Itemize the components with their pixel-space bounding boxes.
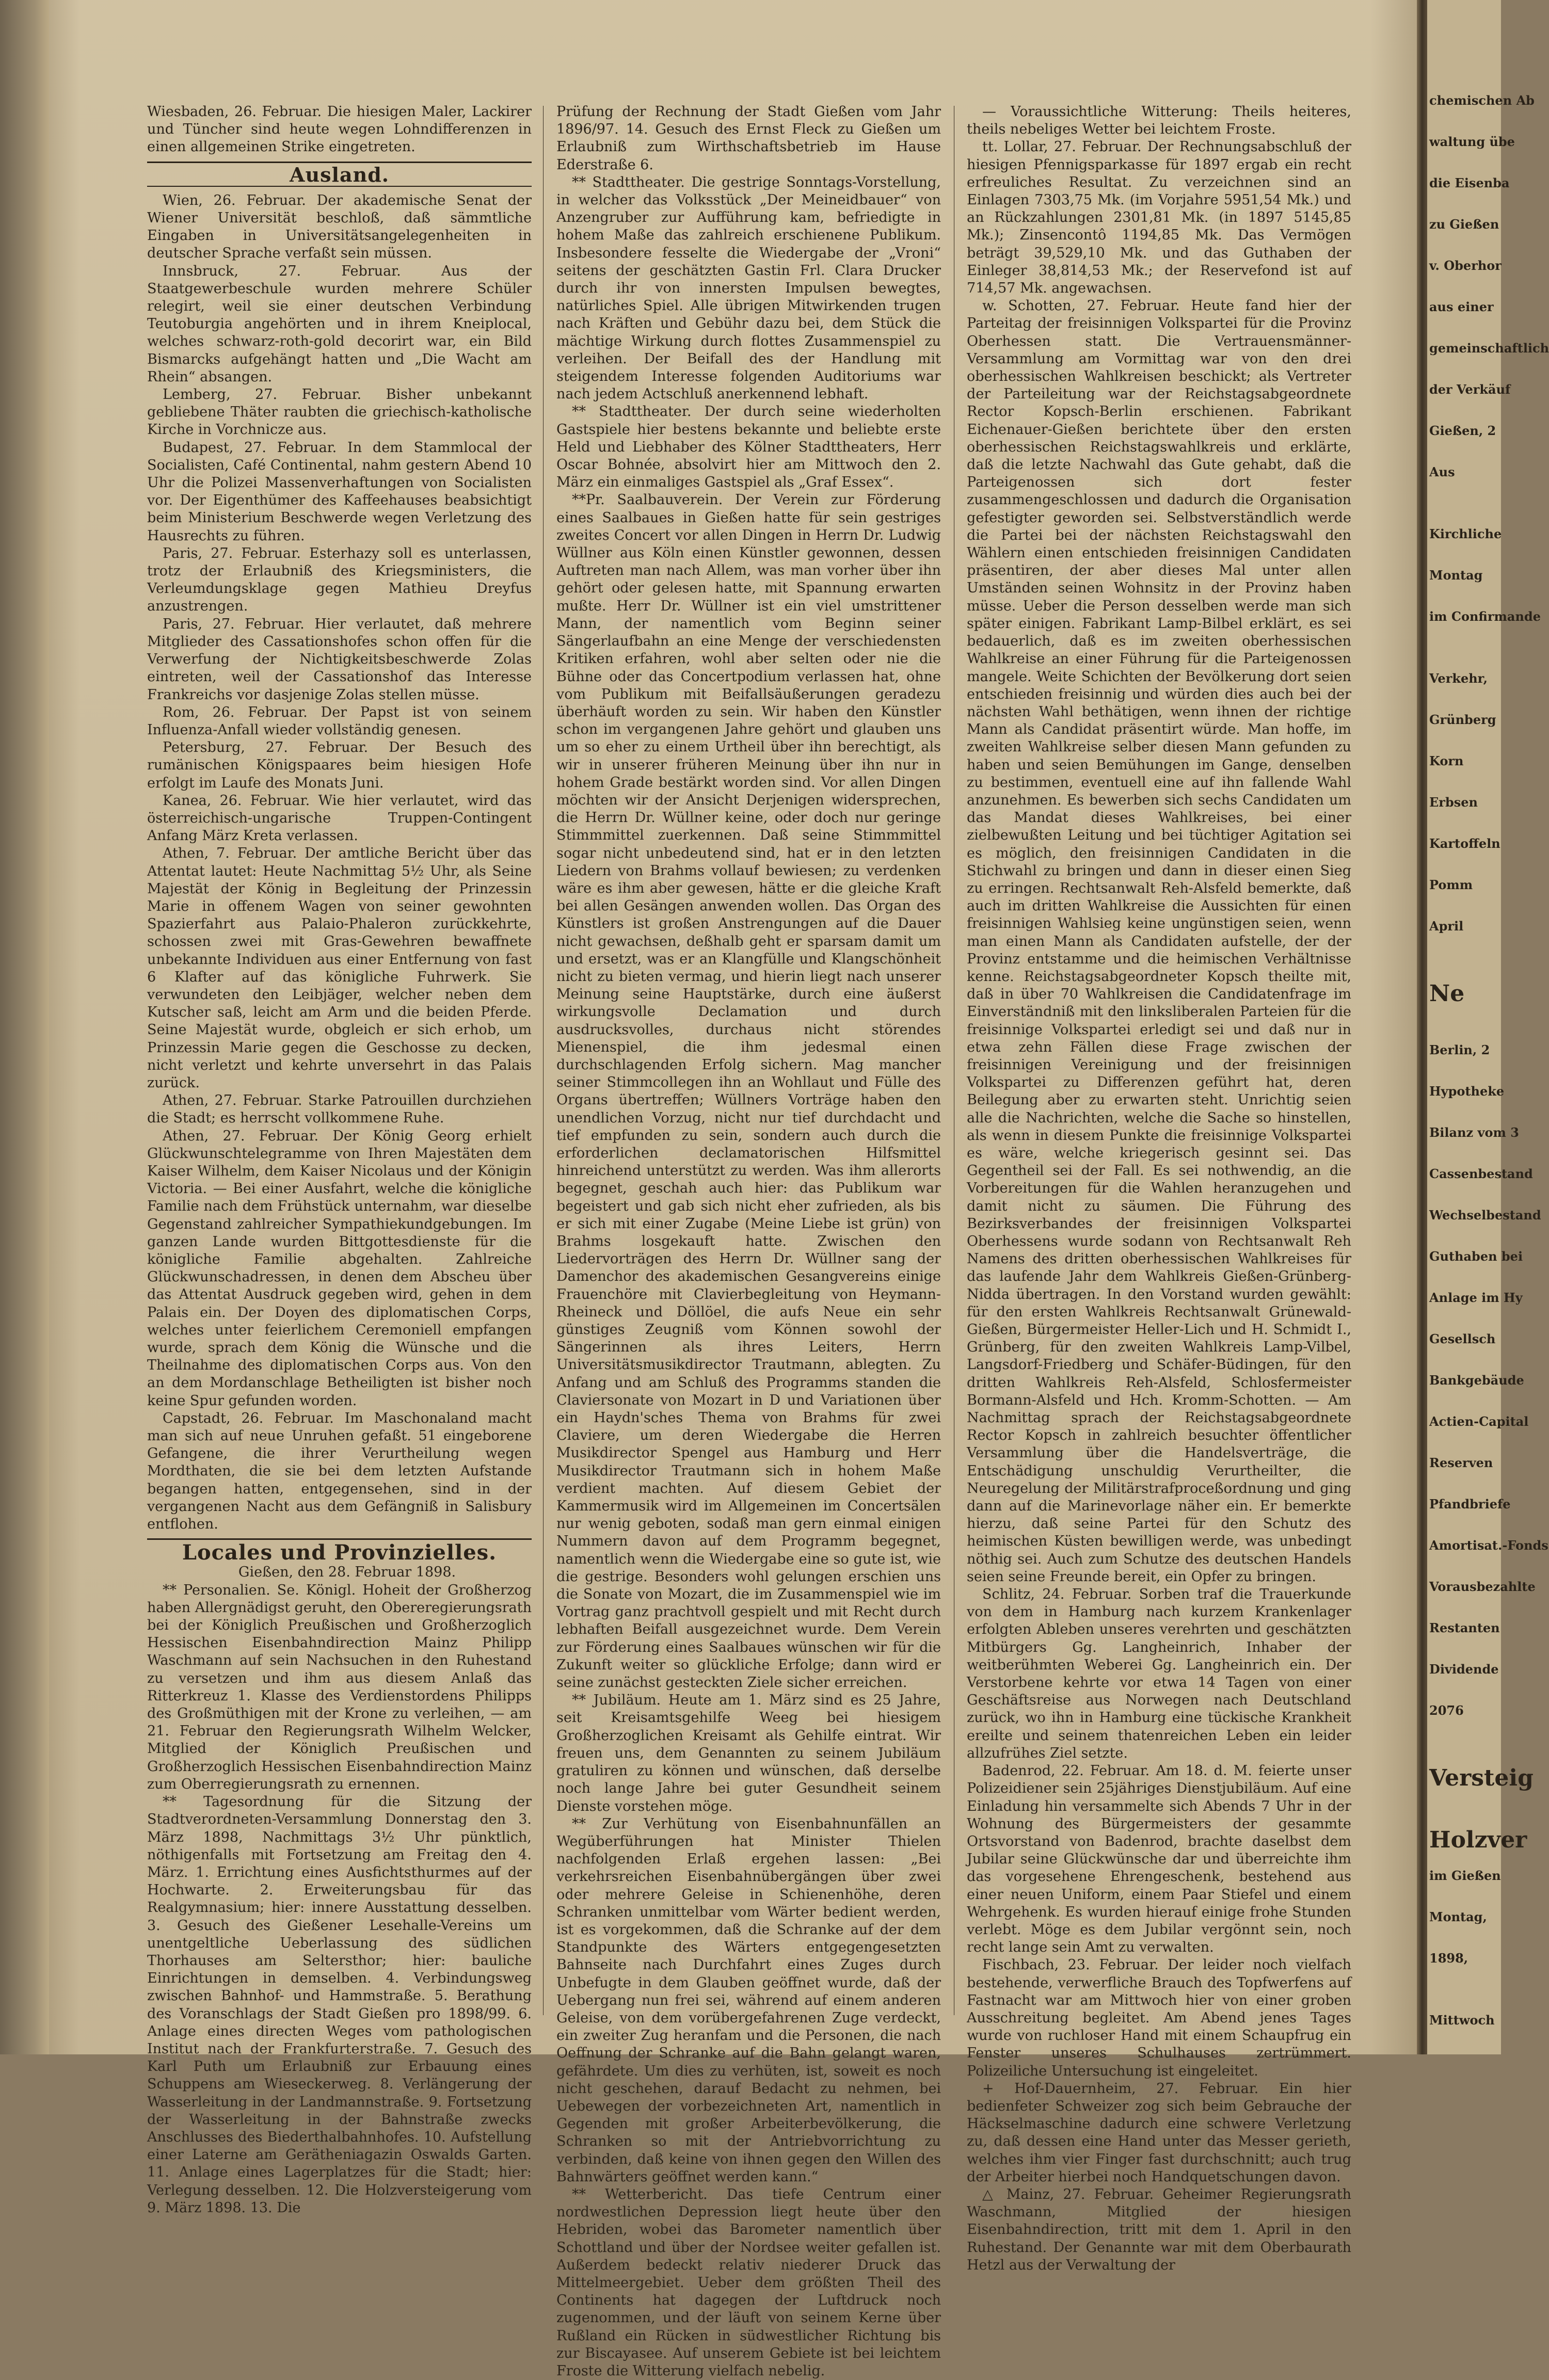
news-item: Athen, 27. Februar. Starke Patrouillen durchziehen die Stadt; es herrscht vollkommene Ruhe. [147,1092,532,1127]
column-rule [543,106,544,2015]
adjacent-page-line: Aus [1429,464,1455,479]
adjacent-page-line: im Gießen [1429,1868,1501,1883]
adjacent-page-line: Holzver [1429,1827,1527,1853]
adjacent-page-line: Korn [1429,753,1464,768]
adjacent-page-line: Dividende [1429,1662,1499,1677]
news-item: Budapest, 27. Februar. In dem Stammlocal der Socialisten, Café Continental, nahm gestern Abend 10 Uhr die Polizei Massenverhaftungen von Socialisten vor. Der Eigenthümer des Kaffeehauses beabsichtigt beim Ministerium Beschwerde wegen Verletzung des Hausrechts zu führen. [147,439,532,544]
news-item: Petersburg, 27. Februar. Der Besuch des rumänischen Königspaares beim hiesigen Hofe erfolgt im Laufe des Monats Juni. [147,739,532,791]
adjacent-page-line: zu Gießen [1429,217,1499,232]
adjacent-page-line: Anlage im Hy [1429,1290,1523,1305]
news-item: Wien, 26. Februar. Der akademische Senat der Wiener Universität beschloß, daß sämmtliche Eingaben in Universitätsangelegenheiten in deutscher Sprache verfaßt sein müssen. [147,192,532,262]
news-item: ** Jubiläum. Heute am 1. März sind es 25 Jahre, seit Kreisamtsgehilfe Weeg bei hiesigem Großherzoglichen Kreisamt als Gehilfe eintrat. Wir freuen uns, dem Genannten zu seinem Jubiläum gratuliren zu können und wünschen, daß derselbe noch lange Jahre bei guter Gesundheit seinem Dienste vorstehen möge. [556,1692,941,1814]
adjacent-page-line: Verkehr, [1429,671,1488,686]
adjacent-page-line: der Verkäuf [1429,382,1511,397]
adjacent-page-line: Erbsen [1429,795,1478,810]
adjacent-page-line: Cassenbestand [1429,1166,1533,1181]
adjacent-page-line: Gießen, 2 [1429,423,1496,438]
adjacent-page-fragment [1427,0,1549,2054]
news-item: + Hof-Dauernheim, 27. Februar. Ein hier bedienfeter Schweizer zog sich beim Gebrauche der Häckselmaschine dadurch eine schwere Verletzung zu, daß dessen eine Hand unter das Messer gerieth, welches ihm vier Finger fast durchschnitt; auch trug der Arbeiter hierbei noch Handquetschungen davon. [967,2080,1351,2185]
news-item: ** Personalien. Se. Königl. Hoheit der Großherzog haben Allergnädigst geruht, den Obereregierungsrath bei der Königlich Preußischen und Großherzoglich Hessischen Eisenbahndirection Mainz Philipp Waschmann auf sein Nachsuchen in den Ruhestand zu versetzen und ihm aus diesem Anlaß das Ritterkreuz 1. Klasse des Verdienstordens Philipps des Großmüthigen mit der Krone zu verleihen, — am 21. Februar den Regierungsrath Wilhelm Welcker, Mitglied der Königlich Preußischen und Großherzoglich Hessischen Eisenbahndirection Mainz zum Oberregierungsrath zu ernennen. [147,1582,532,1792]
news-item: △ Mainz, 27. Februar. Geheimer Regierungsrath Waschmann, Mitglied der hiesigen Eisenbahndirection, tritt mit dem 1. April in den Ruhestand. Der Genannte war mit dem Oberbaurath Hetzl aus der Verwaltung der [967,2186,1351,2273]
news-item: ** Stadttheater. Die gestrige Sonntags-Vorstellung, in welcher das Volksstück „Der Meineidbauer“ von Anzengruber zur Aufführung kam, befriedigte in hohem Maße das zahlreich erschienene Publikum. Insbesondere fesselte die Wiedergabe der „Vroni“ seitens der geschätzten Gastin Frl. Clara Drucker durch ihr von innersten Impulsen bewegtes, natürliches Spiel. Alle übrigen Mitwirkenden trugen nach Kräften und Gebühr dazu bei, dem Stück die mächtige Wirkung durch flottes Zusammenspiel zu verleihen. Der Beifall des der Handlung mit steigendem Interesse folgenden Auditoriums war nach jedem Actschluß anerkennend lebhaft. [556,174,941,403]
news-item: Athen, 7. Februar. Der amtliche Bericht über das Attentat lautet: Heute Nachmittag 5½ Uhr, als Seine Majestät der König in Begleitung der Prinzessin Marie in offenem Wagen von seiner gewohnten Spazierfahrt aus Palaio-Phaleron zurückkehrte, schossen zwei mit Gras-Gewehren bewaffnete unbekannte Individuen aus einer Entfernung von fast 6 Klafter auf das königliche Fuhrwerk. Sie verwundeten den Leibjäger, welcher neben dem Kutscher saß, leicht am Arm und die beiden Pferde. Seine Majestät wurde, obgleich er sich erhob, um Prinzessin Marie gegen die Geschosse zu decken, nicht verletzt und kehrte unversehrt in das Palais zurück. [147,845,532,1091]
dateline: Gießen, den 28. Februar 1898. [238,1564,456,1581]
news-item: Paris, 27. Februar. Esterhazy soll es unterlassen, trotz der Erlaubniß des Kriegsministers, die Verleumdungsklage gegen Mathieu Dreyfus anzustrengen. [147,545,532,615]
adjacent-page-line: Bankgebäude [1429,1373,1524,1388]
adjacent-page-line: Montag [1429,568,1483,583]
page-left-edge [0,0,49,2054]
adjacent-page-line: Vorausbezahlte [1429,1579,1536,1594]
adjacent-page-line: im Confirmande [1429,609,1541,624]
news-item: ** Zur Verhütung von Eisenbahnunfällen an Wegüberführungen hat Minister Thielen nachfolgenden Erlaß ergehen lassen: „Bei verkehrsreichen Eisenbahnübergängen über zwei oder mehrere Geleise in Schienenhöhe, deren Schranken unmittelbar vom Wärter bedient werden, ist es vorgekommen, daß die Schranke auf der dem Standpunkte des Wärters entgegengesetzten Bahnseite nach Durchfahrt eines Zuges durch Unbefugte in dem Glauben geöffnet wurde, daß der Uebergang nun frei sei, während auf einem anderen Geleise, von dem vorübergefahrenen Zuge verdeckt, ein zweiter Zug heranfam und die Personen, die nach Oeffnung der Schranke auf die Bahn gelangt waren, gefährdete. Um dies zu verhüten, ist, soweit es noch nicht geschehen, darauf Bedacht zu nehmen, bei Uebewegen der vorbezeichneten Art, namentlich in Gegenden mit großer Arbeiterbevölkerung, die Schranken so mit der Antriebvorrichtung zu verbinden, daß keine von ihnen gegen den Willen des Bahnwärters geöffnet werden kann.“ [556,1815,941,2185]
adjacent-page-line: Guthaben bei [1429,1249,1523,1264]
adjacent-page-line: 2076 [1429,1703,1464,1718]
news-item: Innsbruck, 27. Februar. Aus der Staatgewerbeschule wurden mehrere Schüler relegirt, weil sie einer deutschen Verbindung Teutoburgia angehörten und in ihrem Kneiplocal, welches schwarz-roth-gold decorirt war, ein Bild Bismarcks aufgehängt hatten und „Die Wacht am Rhein“ absangen. [147,263,532,385]
column-3 [967,103,1351,2273]
news-item: **Pr. Saalbauverein. Der Verein zur Förderung eines Saalbaues in Gießen hatte für sein gestriges zweites Concert vor allen Dingen in Herrn Dr. Ludwig Wüllner aus Köln einen Künstler gewonnen, dessen Auftreten man nach Allem, was man vorher über ihn gehört oder gelesen hatte, mit Spannung erwarten mußte. Herr Dr. Wüllner ist ein viel umstrittener Mann, der namentlich vom Beginn seiner Sängerlaufbahn an eine Menge der verschiedensten Kritiken erfahren, wohl aber selten oder nie die Bühne oder das Concertpodium verlassen hat, ohne vom Publikum mit Beifallsäußerungen geradezu überhäuft worden zu sein. Wir haben den Künstler schon im vergangenen Jahre gehört und glauben uns um so eher zu einem Urtheil über ihn berechtigt, als wir in unserer früheren Meinung über ihn nur in hohem Grade bestärkt worden sind. Vor allen Dingen möchten wir der Ansicht Derjenigen widersprechen, die Herrn Dr. Wüllner keine, oder doch nur geringe Stimmmittel zuerkennen. Daß seine Stimmmittel sogar nicht unbedeutend sind, hat er in den letzten Liedern von Brahms vollauf bewiesen; zu verdenken wäre es ihm aber gewesen, hätte er die gleiche Kraft bei allen Gesängen anwenden wollen. Das Organ des Künstlers ist großen Anstrengungen auf die Dauer nicht gewachsen, deßhalb geht er sparsam damit um und ersetzt, was er an Klangfülle und Klangschönheit nicht zu bieten vermag, und hierin liegt nach unserer Meinung seine Hauptstärke, durch eine äußerst wirkungsvolle Declamation und durch ausdrucksvolles, durchaus nicht störendes Mienenspiel, die ihm jedesmal einen durchschlagenden Erfolg sichern. Mag mancher seiner Stimmcollegen ihn an Wohllaut und Fülle des Organs übertreffen; Wüllners Vorträge haben den unendlichen Vorzug, nicht nur tief durchdacht und tief empfunden zu sein, sondern auch durch die erforderlichen declamatorischen Hilfsmittel hinreichend unterstützt zu werden. Was ihm allerorts begegnet, geschah auch hier: das Publikum war begeistert und gab sich nicht eher zufrieden, als bis er sich mit einer Zugabe (Meine Liebe ist grün) von Brahms losgekauft hatte. Zwischen den Liedervorträgen des Herrn Dr. Wüllner sang der Damenchor des akademischen Gesangvereins einige Frauenchöre mit Clavierbegleitung von Heymann-Rheineck und Döllöel, die aufs Neue ein sehr günstiges Zeugniß vom Können sowohl der Sängerinnen als ihres Leiters, Herrn Universitätsmusikdirector Trautmann, ablegten. Zu Anfang und am Schluß des Programms standen die Claviersonate von Mozart in D und Variationen über ein Haydn'sches Thema von Brahms für zwei Claviere, um deren Wiedergabe die Herren Musikdirector Spengel aus Hamburg und Herr Musikdirector Trautmann sich in hohem Maße verdient machten. Auf diesem Gebiet der Kammermusik wird im Allgemeinen im Concertsälen nur wenig geboten, sodaß man gern einmal einigen Nummern davon auf dem Programm begegnet, namentlich wenn die Wiedergabe eine so gute ist, wie die gestrige. Besonders wohl gelungen erschien uns die Sonate von Mozart, die im Zusammenspiel wie im Vortrag ganz prachtvoll gespielt und mit Recht durch lebhaften Beifall ausgezeichnet wurde. Dem Verein zur Förderung eines Saalbaues wünschen wir für die Zukunft weiter so glückliche Erfolge; dann wird er seine zunächst gesteckten Ziele sicher erreichen. [556,492,941,1691]
adjacent-page-line: gemeinschaftlich [1429,341,1549,356]
adjacent-page-line: April [1429,919,1464,934]
news-item: Athen, 27. Februar. Der König Georg erhielt Glückwunschtelegramme von Ihren Majestäten dem Kaiser Wilhelm, dem Kaiser Nicolaus und der Königin Victoria. — Bei einer Ausfahrt, welche die königliche Familie nach dem Frühstück unternahm, war dieselbe Gegenstand zahlreicher Sympathiekundgebungen. Im ganzen Lande wurden Bittgottesdienste für die königliche Familie abgehalten. Zahlreiche Glückwunschadressen, in denen dem Abscheu über das Attentat Ausdruck gegeben wird, gehen in dem Palais ein. Der Doyen des diplomatischen Corps, welches unter feierlichem Ceremoniell empfangen wurde, sprach dem König die Wünsche und die Theilnahme des diplomatischen Corps aus. Von den an dem Mordanschlage Betheiligten ist bisher noch keine Spur gefunden worden. [147,1128,532,1409]
adjacent-page-line: Grünberg [1429,712,1496,727]
adjacent-page-line: Wechselbestand [1429,1208,1541,1223]
adjacent-page-line: Pomm [1429,877,1473,892]
adjacent-page-line: Reserven [1429,1455,1493,1470]
news-item: Prüfung der Rechnung der Stadt Gießen vom Jahr 1896/97. 14. Gesuch des Ernst Fleck zu Gießen um Erlaubniß zum Wirthschaftsbetrieb im Hause Ederstraße 6. [556,104,941,173]
news-item: Schlitz, 24. Februar. Sorben traf die Trauerkunde von dem in Hamburg nach kurzem Krankenlager erfolgten Ableben unseres verehrten und geschätzten Mitbürgers Gg. Langheinrich, Inhaber der weitberühmten Weberei Gg. Langheinrich ein. Der Verstorbene kehrte vor etwa 14 Tagen von einer Geschäftsreise aus Norwegen nach Deutschland zurück, wo ihn in Hamburg eine tückische Krankheit ereilte und seinem thatenreichen Leben ein leider allzufrühes Ziel setzte. [967,1586,1351,1761]
news-item: Lemberg, 27. Februar. Bisher unbekannt gebliebene Thäter raubten die griechisch-katholische Kirche in Vorchnicze aus. [147,387,532,438]
adjacent-page-line: Versteig [1429,1765,1534,1791]
adjacent-page-line: aus einer [1429,299,1494,314]
adjacent-page-line: waltung übe [1429,134,1515,149]
adjacent-page-line: Actien-Capital [1429,1414,1529,1429]
adjacent-page-line: die Eisenba [1429,175,1510,190]
news-item: ** Wetterbericht. Das tiefe Centrum einer nordwestlichen Depression liegt heute über den Hebriden, wobei das Barometer namentlich über Schottland und über der Nordsee weiter gefallen ist. Außerdem bedeckt relativ niederer Druck das Mittelmeergebiet. Ueber dem größten Theil des Continents hat dagegen der Luftdruck noch zugenommen, und der läuft von seinem Kerne über Rußland ein Rücken in südwestlicher Richtung bis zur Biscayasee. Auf unserem Gebiete ist bei leichtem Froste die Witterung vielfach nebelig. [556,2186,941,2379]
section-header-locales: Locales und Provinzielles. [147,1538,532,1562]
column-2 [556,103,941,2379]
adjacent-page-line: v. Oberhor [1429,258,1502,273]
adjacent-page-line: Gesellsch [1429,1331,1496,1346]
adjacent-page-line: Bilanz vom 3 [1429,1125,1519,1140]
news-item: w. Schotten, 27. Februar. Heute fand hier der Parteitag der freisinnigen Volkspartei für die Provinz Oberhessen statt. Die Vertrauensmänner-Versammlung am Vormittag war von den drei oberhessischen Wahlkreisen beschickt; als Vertreter der Parteileitung war der Reichstagsabgeordnete Rector Kopsch-Berlin erschienen. Fabrikant Eichenauer-Gießen berichtete über den ersten oberhessischen Reichstagswahlkreis und erklärte, daß die letzte Nachwahl das Gute gehabt, daß die Parteigenossen sich dort fester zusammengeschlossen und dadurch die Organisation gefestigter geworden sei. Selbstverständlich werde die Partei bei der nächsten Reichstagswahl den Wählern einen entschieden freisinnigen Candidaten präsentiren, der aber dieses Mal unter allen Umständen seinen Wohnsitz in der Provinz haben müsse. Ueber die Person desselben werde man sich später einigen. Fabrikant Lamp-Bilbel erklärt, es sei bedauerlich, daß es im zweiten oberhessischen Wahlkreise an einer Führung für die Parteigenossen mangele. Weite Schichten der Bevölkerung dort seien entschieden freisinnig und würden dies auch bei der nächsten Wahl bethätigen, wenn ihnen der richtige Mann als Candidat präsentirt würde. Man hoffe, im zweiten Wahlkreise selber diesen Mann gefunden zu haben und seien Bemühungen im Gange, denselben zu bestimmen, eventuell eine auf ihn fallende Wahl anzunehmen. Es bewerben sich sechs Candidaten um das Mandat dieses Wahlkreises, bei einer zielbewußten Leitung und bei tüchtiger Agitation sei es möglich, den freisinnigen Candidaten in die Stichwahl zu bringen und dann in dieser einen Sieg zu erringen. Rechtsanwalt Reh-Alsfeld bemerkte, daß auch im dritten Wahlkreise die Aussichten für einen freisinnigen Wahlsieg keine ungünstigen seien, wenn man einen Mann als Candidaten aufstelle, der der Provinz entstamme und die heimischen Verhältnisse kenne. Reichstagsabgeordneter Kopsch theilte mit, daß in über 70 Wahlkreisen die Candidatenfrage im Einverständniß mit den linksliberalen Parteien für die freisinnige Volkspartei erledigt sei und daß nur in etwa zehn Fällen diese Frage zwischen der freisinnigen Vereinigung und der freisinnigen Volkspartei zu Differenzen geführt hat, deren Beilegung aber zu erwarten steht. Unrichtig seien alle die Nachrichten, welche die Sache so hinstellen, als wenn in diesem Punkte die freisinnige Volkspartei es wäre, welche kriegerisch gesinnt sei. Das Gegentheil sei der Fall. Es sei nothwendig, an die Vorbereitungen für die Wahlen heranzugehen und damit nicht zu säumen. Die Führung des Bezirksverbandes der freisinnigen Volkspartei Oberhessens wurde sodann von Rechtsanwalt Reh Namens des dritten oberhessischen Wahlkreises für das laufende Jahr dem Wahlkreis Gießen-Grünberg-Nidda übertragen. In den Vorstand wurden gewählt: für den ersten Wahlkreis Rechtsanwalt Grünewald-Gießen, Bürgermeister Heller-Lich und H. Schmidt I., Grünberg, für den zweiten Wahlkreis Lamp-Vilbel, Langsdorf-Friedberg und Schäfer-Büdingen, für den dritten Wahlkreis Reh-Alsfeld, Schlosfermeister Bormann-Alsfeld und Hch. Kromm-Schotten. — Am Nachmittag sprach der Reichstagsabgeordnete Rector Kopsch in zahlreich besuchter öffentlicher Versammlung über die Handelsverträge, die Entschädigung unschuldig Verurtheilter, die Neuregelung der Militärstrafproceßordnung und ging dann auf die Marinevorlage näher ein. Er bemerkte hierzu, daß seine Partei für den Schutz des heimischen Küsten bewilligen werde, was unbedingt nöthig sei. Auch zum Schutze des deutschen Handels seien seine Freunde bereit, ein Opfer zu bringen. [967,298,1351,1585]
adjacent-page-line: 1898, [1429,1951,1468,1966]
news-item: Capstadt, 26. Februar. Im Maschonaland macht man sich auf neue Unruhen gefaßt. 51 eingeborene Gefangene, die ihrer Verurtheilung wegen Mordthaten, die sie bei dem letzten Aufstande begangen hatten, entgegensehen, sind in der vergangenen Nacht aus dem Gefängniß in Salisbury entflohen. [147,1410,532,1533]
column-1 [147,103,532,2216]
news-item: ** Tagesordnung für die Sitzung der Stadtverordneten-Versammlung Donnerstag den 3. März 1898, Nachmittags 3½ Uhr pünktlich, nöthigenfalls mit Fortsetzung am Freitag den 4. März. 1. Errichtung eines Ausfichtsthurmes auf der Hochwarte. 2. Erweiterungsbau für das Realgymnasium; hier: innere Ausstattung desselben. 3. Gesuch des Gießener Lesehalle-Vereins um unentgeltliche Ueberlassung des südlichen Thorhauses am Seltersthor; hier: bauliche Einrichtungen in demselben. 4. Verbindungsweg zwischen Bahnhof- und Hammstraße. 5. Berathung des Voranschlags der Stadt Gießen pro 1898/99. 6. Anlage eines directen Weges vom pathologischen Institut nach der Frankfurterstraße. 7. Gesuch des Karl Puth um Erlaubniß zur Erbauung eines Schuppens am Wieseckerweg. 8. Verlängerung der Wasserleitung in der Landmannstraße. 9. Fortsetzung der Wasserleitung in der Bahnstraße zwecks Anschlusses des Biederthalbahnhofes. 10. Aufstellung einer Laterne am Gerätheniagazin Oswalds Garten. 11. Anlage eines Lagerplatzes für die Stadt; hier: Verlegung desselben. 12. Die Holzversteigerung vom 9. März 1898. 13. Die [147,1794,532,2216]
adjacent-page-line: Berlin, 2 [1429,1042,1490,1057]
adjacent-page-line: chemischen Ab [1429,93,1535,108]
adjacent-page-line: Amortisat.-Fonds [1429,1538,1548,1553]
adjacent-page-line: Montag, [1429,1909,1487,1924]
news-item: Fischbach, 23. Februar. Der leider noch vielfach bestehende, verwerfliche Brauch des Topfwerfens auf Fastnacht war am Mittwoch hier von einer groben Ausschreitung begleitet. Am Abend jenes Tages wurde von ruchloser Hand mit einem Schaupfrug ein Fenster unseres Schulhauses zertrümmert. Polizeiliche Untersuchung ist eingeleitet. [967,1957,1351,2079]
news-item: Kanea, 26. Februar. Wie hier verlautet, wird das österreichisch-ungarische Truppen-Contingent Anfang März Kreta verlassen. [147,792,532,844]
news-item: — Voraussichtliche Witterung: Theils heiteres, theils nebeliges Wetter bei leichtem Froste. [967,104,1351,138]
news-item: Wiesbaden, 26. Februar. Die hiesigen Maler, Lackirer und Tüncher sind heute wegen Lohndifferenzen in einen allgemeinen Strike eingetreten. [147,104,532,155]
adjacent-page-line: Ne [1429,980,1465,1007]
adjacent-page-line: Restanten [1429,1620,1500,1635]
news-item: Paris, 27. Februar. Hier verlautet, daß mehrere Mitglieder des Cassationshofes schon offen für die Verwerfung der Nichtigkeitsbeschwerde Zolas eintreten, weil der Cassationshof das Interesse Frankreichs vor dasjenige Zolas stellen müsse. [147,616,532,703]
section-header-ausland: Ausland. [147,162,532,187]
adjacent-page-line: Hypotheke [1429,1084,1505,1099]
adjacent-page-line: Mittwoch [1429,2013,1495,2028]
adjacent-page-line: Pfandbriefe [1429,1497,1511,1511]
news-item: ** Stadttheater. Der durch seine wiederholten Gastspiele hier bestens bekannte und beliebte erste Held und Liebhaber des Kölner Stadttheaters, Herr Oscar Bohnée, absolvirt hier am Mittwoch den 2. März ein einmaliges Gastspiel als „Graf Essex“. [556,404,941,491]
news-item: Rom, 26. Februar. Der Papst ist von seinem Influenza-Anfall wieder vollständig genesen. [147,704,532,738]
adjacent-page-line: Kartoffeln [1429,836,1500,851]
book-gutter [1417,0,1427,2054]
news-item: tt. Lollar, 27. Februar. Der Rechnungsabschluß der hiesigen Pfennigsparkasse für 1897 ergab ein recht erfreuliches Resultat. Zu verzeichnen sind an Einlagen 7303,75 Mk. (im Vorjahre 5951,54 Mk.) und an Rückzahlungen 2301,81 Mk. (in 1897 5145,85 Mk.); Zinsencontô 1194,85 Mk. Das Vermögen beträgt 39,529,10 Mk. und das Guthaben der Einleger 38,814,53 Mk.; der Reservefond ist auf 714,57 Mk. angewachsen. [967,139,1351,297]
news-item: Badenrod, 22. Februar. Am 18. d. M. feierte unser Polizeidiener sein 25jähriges Dienstjubiläum. Auf eine Einladung hin versammelte sich Abends 7 Uhr in der Wohnung des Bürgermeisters der gesammte Ortsvorstand von Badenrod, brachte daselbst dem Jubilar seine Glückwünsche dar und überreichte ihm das vorgesehene Ehrengeschenk, bestehend aus einer neuen Uniform, einem Paar Stiefel und einem Wehrgehenk. Es wurden hierauf einige frohe Stunden verlebt. Möge es dem Jubilar vergönnt sein, noch recht lange sein Amt zu verwalten. [967,1763,1351,1956]
adjacent-page-line: Kirchliche [1429,526,1502,541]
